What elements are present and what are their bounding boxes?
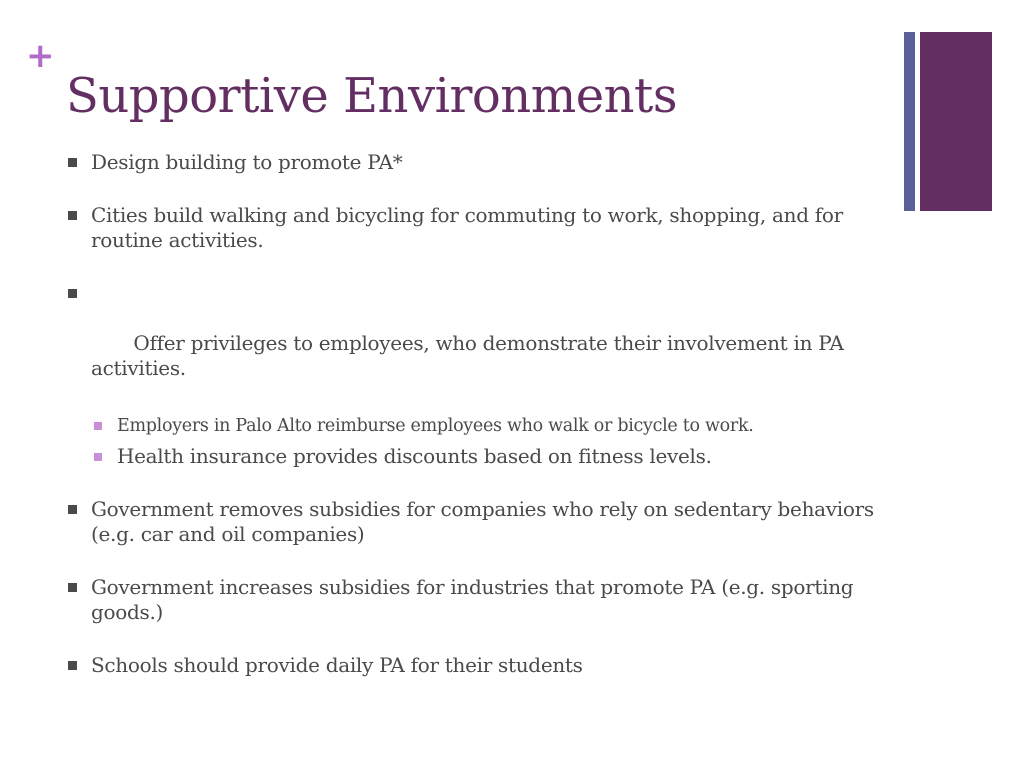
- bullet-item: [66, 150, 896, 175]
- sub-bullet-text: Employers in Palo Alto reimburse employees who walk or bicycle to work.: [117, 416, 754, 436]
- bullet-item: [66, 575, 896, 625]
- square-bullet-icon: [68, 211, 77, 220]
- bullet-item: [66, 653, 896, 678]
- bullet-text: Government removes subsidies for companies who rely on sedentary behaviors (e.g. car and oil companies): [91, 497, 874, 546]
- sub-bullet-item: [66, 444, 896, 469]
- bullet-item: [66, 497, 896, 547]
- decorative-bar-thick: [920, 32, 992, 211]
- bullet-text: Offer privileges to employees, who demonstrate their involvement in PA activities.: [91, 331, 850, 380]
- bullet-text: Government increases subsidies for industries that promote PA (e.g. sporting goods.): [91, 575, 854, 624]
- square-sub-bullet-icon: [94, 453, 102, 461]
- bullet-item: [66, 281, 896, 406]
- square-bullet-icon: [68, 661, 77, 670]
- sub-bullet-item: [66, 414, 896, 438]
- square-sub-bullet-icon: [94, 422, 102, 430]
- square-bullet-icon: [68, 289, 77, 298]
- square-bullet-icon: [68, 505, 77, 514]
- slide-title: Supportive Environments: [66, 68, 677, 124]
- sub-bullet-text: Health insurance provides discounts based on fitness levels.: [117, 444, 712, 468]
- bullet-item: [66, 203, 896, 253]
- plus-icon: +: [26, 36, 55, 76]
- bullet-text: Cities build walking and bicycling for commuting to work, shopping, and for routine activities.: [91, 203, 843, 252]
- square-bullet-icon: [68, 583, 77, 592]
- bullet-text: Schools should provide daily PA for their students: [91, 653, 583, 677]
- bullet-text: Design building to promote PA*: [91, 150, 403, 174]
- decorative-bar-thin: [904, 32, 915, 211]
- bullet-list: [66, 146, 896, 678]
- square-bullet-icon: [68, 158, 77, 167]
